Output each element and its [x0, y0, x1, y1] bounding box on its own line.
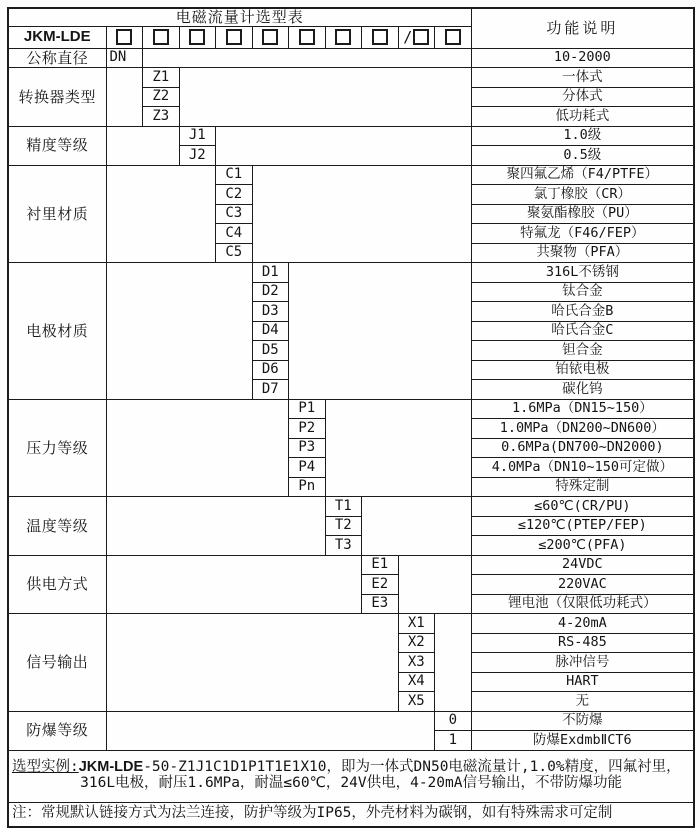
code-cell: C2 — [216, 185, 253, 205]
filler-cell — [106, 497, 325, 556]
code-cell: P4 — [289, 458, 326, 478]
function-description: 无 — [471, 692, 694, 712]
group-label: 温度等级 — [8, 497, 106, 556]
checkbox-icon — [262, 29, 278, 45]
code-cell: E1 — [362, 555, 399, 575]
code-cell: J2 — [179, 146, 216, 166]
function-column-header: 功能说明 — [471, 8, 694, 48]
group-label: 公称直径 — [8, 48, 106, 68]
filler-cell — [106, 165, 216, 263]
code-cell: C3 — [216, 204, 253, 224]
table-title: 电磁流量计选型表 — [8, 8, 471, 26]
function-description: 10-2000 — [471, 48, 694, 68]
function-description: ≤120℃(PTEP/FEP) — [471, 516, 694, 536]
filler-cell — [362, 497, 472, 556]
function-description: 0.5级 — [471, 146, 694, 166]
group-label: 供电方式 — [8, 555, 106, 614]
function-description: 316L不锈钢 — [471, 263, 694, 283]
function-description: 0.6MPa(DN700~DN2000) — [471, 438, 694, 458]
checkbox-icon — [299, 29, 315, 45]
code-cell: X2 — [398, 633, 435, 653]
code-cell: P1 — [289, 399, 326, 419]
group-label: 压力等级 — [8, 399, 106, 497]
option-row — [8, 399, 694, 419]
code-cell: C1 — [216, 165, 253, 185]
function-description: 脉冲信号 — [471, 653, 694, 673]
checkbox-icon — [413, 29, 429, 45]
code-cell: T1 — [325, 497, 362, 517]
code-cell: 1 — [435, 731, 472, 751]
code-cell: P3 — [289, 438, 326, 458]
filler-cell — [143, 48, 472, 68]
checkbox-icon — [153, 29, 169, 45]
note-row — [8, 802, 694, 827]
filler-cell — [106, 399, 289, 497]
function-description: 1.0级 — [471, 126, 694, 146]
example-model-code: JKM-LDE — [78, 759, 144, 776]
checkbox-icon — [335, 29, 351, 45]
checkbox-icon — [226, 29, 242, 45]
function-description: 特氟龙（F46/FEP） — [471, 224, 694, 244]
function-description: 4.0MPa（DN10~150可定做） — [471, 458, 694, 478]
function-description: 聚氨酯橡胶（PU） — [471, 204, 694, 224]
checkbox-icon — [445, 29, 461, 45]
example-row — [8, 750, 694, 802]
function-description: 低功耗式 — [471, 107, 694, 127]
code-cell: D6 — [252, 360, 289, 380]
code-cell: D7 — [252, 380, 289, 400]
code-cell: E2 — [362, 575, 399, 595]
option-row — [8, 614, 694, 634]
function-description: 钛合金 — [471, 282, 694, 302]
option-row — [8, 126, 694, 146]
code-cell: X4 — [398, 672, 435, 692]
checkbox-icon — [116, 29, 132, 45]
option-row — [8, 711, 694, 731]
function-description: 不防爆 — [471, 711, 694, 731]
option-row — [8, 497, 694, 517]
group-label: 电极材质 — [8, 263, 106, 400]
filler-cell — [398, 555, 471, 614]
model-box-cell — [289, 26, 326, 48]
function-description: 哈氏合金B — [471, 302, 694, 322]
function-description: 锂电池（仅限低功耗式） — [471, 594, 694, 614]
code-cell: X5 — [398, 692, 435, 712]
filler-cell — [106, 263, 252, 400]
code-cell: J1 — [179, 126, 216, 146]
filler-cell — [252, 165, 471, 263]
filler-cell — [106, 555, 362, 614]
function-description: 铂铱电极 — [471, 360, 694, 380]
code-cell: E3 — [362, 594, 399, 614]
code-cell: D3 — [252, 302, 289, 322]
function-description: 24VDC — [471, 555, 694, 575]
function-description: ≤60℃(CR/PU) — [471, 497, 694, 517]
model-box-cell — [362, 26, 399, 48]
code-cell: Z2 — [143, 87, 180, 107]
function-description: 220VAC — [471, 575, 694, 595]
checkbox-icon — [372, 29, 388, 45]
model-box-cell — [179, 26, 216, 48]
filler-cell — [106, 68, 143, 127]
function-description: 氯丁橡胶（CR） — [471, 185, 694, 205]
code-cell: D5 — [252, 341, 289, 361]
option-row — [8, 165, 694, 185]
code-cell: X1 — [398, 614, 435, 634]
code-cell: C4 — [216, 224, 253, 244]
group-label: 精度等级 — [8, 126, 106, 165]
code-cell: 0 — [435, 711, 472, 731]
example-description: -50-Z1J1C1D1P1T1E1X10，即为一体式DN50电磁流量计,1.0%精度，四氟衬里， — [143, 759, 681, 776]
note-text: 注：常规默认链接方式为法兰连接，防护等级为IP65，外壳材料为碳钢，如有特殊需求可定制 — [8, 802, 694, 827]
code-cell: T2 — [325, 516, 362, 536]
option-row — [8, 48, 694, 68]
model-box-cell — [252, 26, 289, 48]
option-row — [8, 68, 694, 88]
filler-cell — [106, 711, 435, 750]
selection-table — [7, 7, 695, 828]
model-box-cell — [143, 26, 180, 48]
filler-cell — [289, 263, 472, 400]
code-cell: X3 — [398, 653, 435, 673]
filler-cell — [179, 68, 471, 127]
selection-example — [8, 750, 694, 802]
code-cell: D2 — [252, 282, 289, 302]
code-cell: T3 — [325, 536, 362, 556]
code-cell: DN — [106, 48, 143, 68]
function-description: 共聚物（PFA） — [471, 243, 694, 263]
function-description: 1.0MPa（DN200~DN600） — [471, 419, 694, 439]
function-description: 1.6MPa（DN15~150） — [471, 399, 694, 419]
model-box-cell — [325, 26, 362, 48]
code-cell: Z1 — [143, 68, 180, 88]
model-box-cell — [398, 26, 435, 48]
function-description: 聚四氟乙烯（F4/PTFE） — [471, 165, 694, 185]
model-box-cell — [106, 26, 143, 48]
function-description: 4-20mA — [471, 614, 694, 634]
function-description: 碳化钨 — [471, 380, 694, 400]
example-prefix: 选型实例: — [12, 759, 79, 776]
function-description: ≤200℃(PFA) — [471, 536, 694, 556]
function-description: HART — [471, 672, 694, 692]
option-row — [8, 263, 694, 283]
example-line2: 316L电极，耐压1.6MPa，耐温≤60℃，24V供电，4-20mA信号输出，不带防爆功能 — [80, 775, 622, 791]
filler-cell — [216, 126, 472, 165]
code-cell: Z3 — [143, 107, 180, 127]
function-description: 钽合金 — [471, 341, 694, 361]
function-description: 一体式 — [471, 68, 694, 88]
model-label: JKM-LDE — [8, 26, 106, 48]
function-description: RS-485 — [471, 633, 694, 653]
code-cell: Pn — [289, 477, 326, 497]
code-cell: C5 — [216, 243, 253, 263]
example-line1 — [9, 760, 693, 776]
title-row — [8, 8, 694, 26]
filler-cell — [106, 126, 179, 165]
code-cell: P2 — [289, 419, 326, 439]
filler-cell — [435, 614, 472, 712]
function-description: 特殊定制 — [471, 477, 694, 497]
model-box-cell — [216, 26, 253, 48]
function-description: 防爆ExdmbⅡCT6 — [471, 731, 694, 751]
group-label: 防爆等级 — [8, 711, 106, 750]
group-label: 衬里材质 — [8, 165, 106, 263]
filler-cell — [106, 614, 398, 712]
group-label: 信号输出 — [8, 614, 106, 712]
function-description: 哈氏合金C — [471, 321, 694, 341]
checkbox-icon — [189, 29, 205, 45]
code-cell: D4 — [252, 321, 289, 341]
group-label: 转换器类型 — [8, 68, 106, 127]
option-row — [8, 555, 694, 575]
code-cell: D1 — [252, 263, 289, 283]
function-description: 分体式 — [471, 87, 694, 107]
model-box-cell — [435, 26, 472, 48]
slash-mark: / — [403, 28, 413, 47]
filler-cell — [325, 399, 471, 497]
